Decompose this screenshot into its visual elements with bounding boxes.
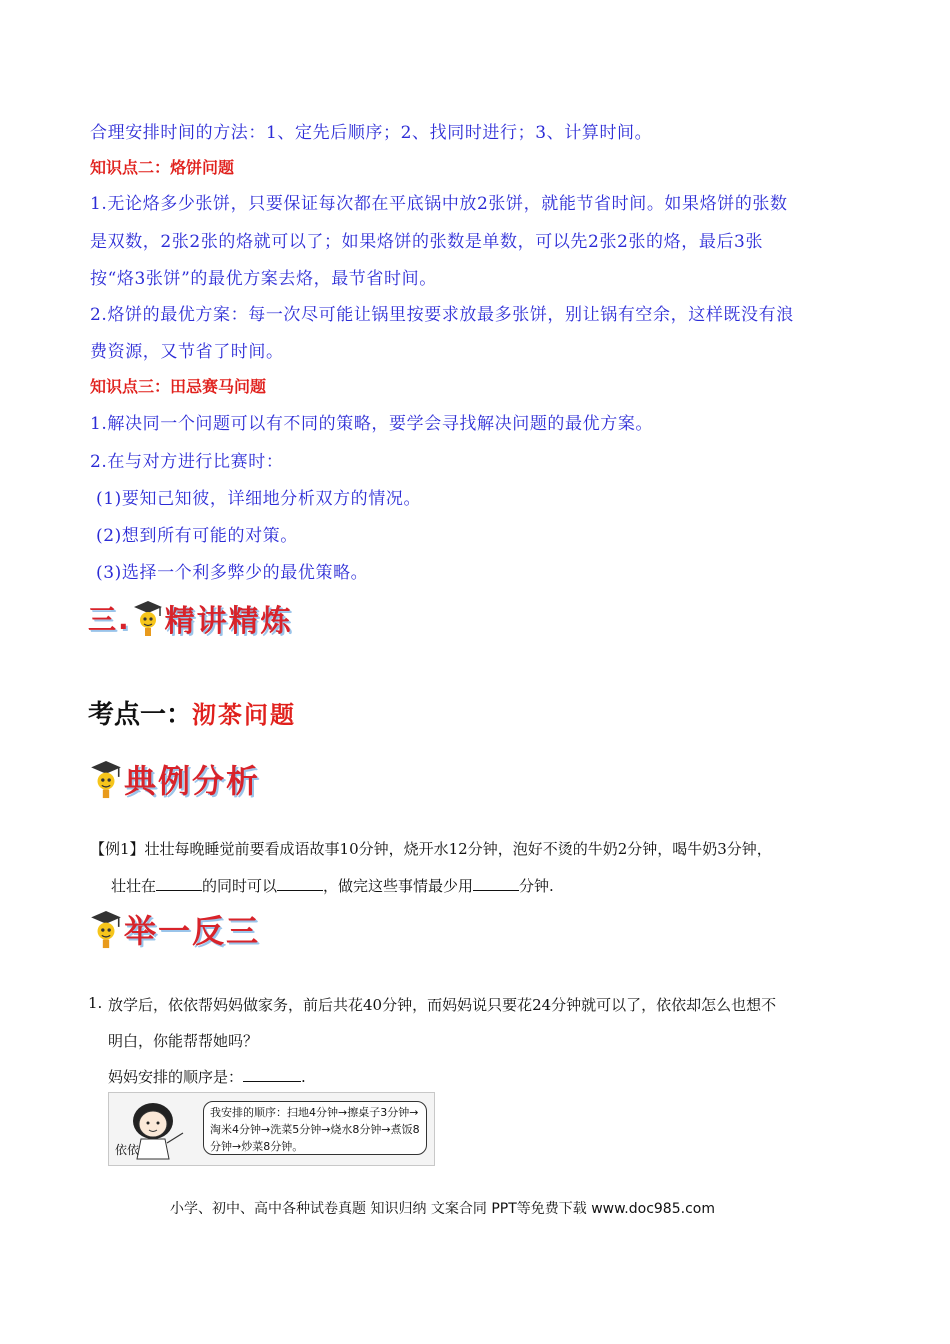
kp3-item2-sub3: (3)选择一个利多弊少的最优策略。: [96, 563, 369, 583]
practice1-prompt: 妈妈安排的顺序是：: [108, 1068, 244, 1086]
kaodian-label: 考点一：: [88, 700, 193, 730]
practice1-line2: 明白，你能帮帮她吗？: [108, 1032, 259, 1050]
answer-blank-2[interactable]: [277, 876, 323, 891]
kp3-item2-sub1: (1)要知己知彼，详细地分析双方的情况。: [96, 489, 422, 509]
mascot-icon: [88, 757, 124, 801]
practice1-period: .: [301, 1068, 306, 1086]
kaodian-topic: 沏茶问题: [192, 701, 297, 729]
kp2-item1-line3: 按“烙3张饼”的最优方案去烙，最节省时间。: [90, 269, 437, 289]
kp2-item2-line1: 2.烙饼的最优方案：每一次尽可能让锅里按要求放最多张饼，别让锅有空余，这样既没有浪: [90, 305, 794, 325]
mascot-icon: [88, 907, 124, 951]
kp2-item1-line1: 1.无论烙多少张饼，只要保证每次都在平底锅中放2张饼，就能节省时间。如果烙饼的张数: [90, 194, 788, 214]
illustration: [108, 1092, 435, 1166]
answer-blank-3[interactable]: [473, 876, 519, 891]
kp3-item2: 2.在与对方进行比赛时：: [90, 452, 284, 472]
practice-banner: [88, 906, 260, 952]
mascot-icon: [131, 598, 165, 638]
example1-text-d: 分钟.: [519, 877, 554, 895]
section3-banner: [88, 596, 293, 640]
example1-line1: 【例1】壮壮每晚睡觉前要看成语故事10分钟，烧开水12分钟，泡好不烫的牛奶2分钟，喝牛奶3分钟，: [90, 840, 772, 858]
example1-text-b: 的同时可以: [202, 877, 278, 895]
kp2-title: 知识点二：烙饼问题: [90, 158, 235, 177]
kp3-item2-sub2: (2)想到所有可能的对策。: [96, 526, 298, 546]
practice1-number: 1.: [88, 994, 103, 1012]
method-line: 合理安排时间的方法：1、定先后顺序；2、找同时进行；3、计算时间。: [90, 123, 653, 143]
example-title: 典例分析: [124, 762, 261, 800]
character-name: 依依: [115, 1143, 140, 1157]
answer-blank-1[interactable]: [156, 876, 202, 891]
example-banner: [88, 756, 260, 802]
footer-text: 小学、初中、高中各种试卷真题 知识归纳 文案合同 PPT等免费下载 www.doc985.com: [170, 1201, 715, 1217]
practice1-line3: [108, 1066, 306, 1087]
kp2-item2-line2: 费资源，又节省了时间。: [90, 342, 284, 362]
example1-text-c: ，做完这些事情最少用: [323, 877, 474, 895]
example1-text-a: 壮壮在: [111, 877, 157, 895]
section3-title: 精讲精炼: [164, 604, 293, 639]
practice1-line1: 放学后，依依帮妈妈做家务，前后共花40分钟，而妈妈说只要花24分钟就可以了，依依却怎么也想不: [108, 996, 777, 1014]
example1-line2: [111, 875, 554, 896]
answer-blank-4[interactable]: [243, 1067, 301, 1082]
kp3-title: 知识点三：田忌赛马问题: [90, 377, 267, 396]
kp3-item1: 1.解决同一个问题可以有不同的策略，要学会寻找解决问题的最优方案。: [90, 414, 654, 434]
kp2-item1-line2: 是双数，2张2张的烙就可以了；如果烙饼的张数是单数，可以先2张2张的烙，最后3张: [90, 232, 764, 252]
kaodian-heading: [88, 694, 296, 731]
speech-bubble: 我安排的顺序：扫地4分钟→擦桌子3分钟→淘米4分钟→洗菜5分钟→烧水8分钟→煮饭8分钟→炒菜8分钟。: [203, 1101, 427, 1155]
section3-number: 三.: [88, 603, 131, 636]
practice-title: 举一反三: [124, 912, 261, 950]
